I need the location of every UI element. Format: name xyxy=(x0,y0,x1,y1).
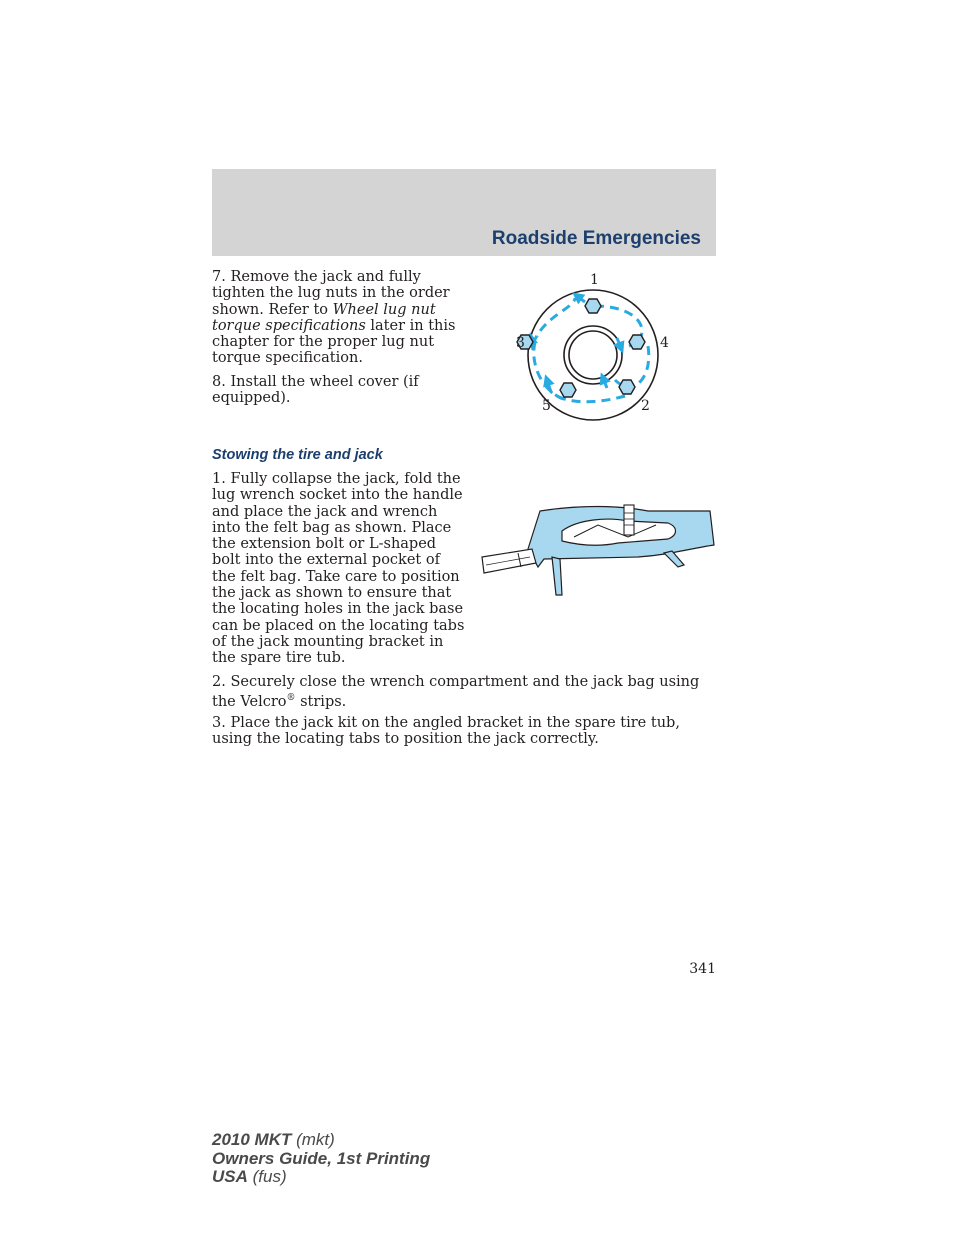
footer-model-code: (mkt) xyxy=(291,1130,335,1149)
footer-model: 2010 MKT xyxy=(212,1130,292,1149)
stow-step-1-paragraph xyxy=(212,471,468,667)
jack-in-felt-bag-illustration xyxy=(478,497,718,599)
felt-bag-strap xyxy=(664,551,684,567)
stow-step-3-paragraph xyxy=(212,715,716,748)
lug-label-3: 3 xyxy=(516,335,525,351)
stow-step-3-text: 3. Place the jack kit on the angled bracket in the spare tire tub, using the locating tabs to position the jack correctly. xyxy=(212,715,680,748)
lug-nut-1 xyxy=(585,299,601,313)
section-subheading: Stowing the tire and jack xyxy=(212,447,383,463)
tightening-arrow xyxy=(603,378,607,388)
stow-step-2-text-end: strips. xyxy=(295,694,347,711)
page-number: 341 xyxy=(689,961,716,977)
lug-label-5: 5 xyxy=(542,398,551,414)
wheel-hub-inner xyxy=(569,331,617,379)
stow-step-2-text: 2. Securely close the wrench compartment and the jack bag using the Velcro xyxy=(212,674,700,711)
step-7-text: 7. Remove the jack and fully tighten the lug nuts in the order shown. Refer to xyxy=(212,269,450,318)
registered-mark: ® xyxy=(286,693,296,704)
stow-step-2-paragraph xyxy=(212,674,716,710)
footer-market: USA xyxy=(212,1167,248,1186)
lug-nut-2 xyxy=(619,380,635,394)
step-8-paragraph xyxy=(212,374,468,407)
step-8-text: 8. Install the wheel cover (if equipped). xyxy=(212,374,419,407)
footer-market-code: (fus) xyxy=(247,1167,287,1186)
jack-top-plate xyxy=(624,505,634,535)
section-title: Roadside Emergencies xyxy=(491,228,701,249)
lug-label-4: 4 xyxy=(660,335,669,351)
step-7-reference: Wheel lug nut torque specifications xyxy=(212,301,436,334)
section-header-band xyxy=(212,169,716,256)
felt-bag-strap xyxy=(552,557,562,595)
footer-line-3 xyxy=(212,1168,430,1187)
wheel-hub-outer xyxy=(564,326,622,384)
footer-line-1 xyxy=(212,1131,430,1150)
lug-nut-5 xyxy=(560,383,576,397)
tightening-path xyxy=(533,298,575,344)
footer-imprint xyxy=(212,1131,430,1187)
step-7-text-end: later in this chapter for the proper lug nut torque specification. xyxy=(212,317,456,367)
lug-nut-tightening-diagram xyxy=(505,268,685,423)
step-7-paragraph xyxy=(212,269,468,367)
tightening-arrow xyxy=(617,338,621,348)
lug-nut-4 xyxy=(629,335,645,349)
footer-line-2: Owners Guide, 1st Printing xyxy=(212,1148,431,1168)
lug-label-2: 2 xyxy=(641,398,650,414)
lug-label-1: 1 xyxy=(590,272,599,288)
stow-step-1-text: 1. Fully collapse the jack, fold the lug wrench socket into the handle and place the jack and wrench into the felt bag as shown. Place the extension bolt or L-shaped bolt into the external pocket of the felt bag. Take care to position the jack as shown to ensure that the locating holes in the jack base can be placed on the locating tabs of the jack mounting bracket in the spare tire tub. xyxy=(212,471,465,667)
tightening-arrow xyxy=(577,296,585,302)
